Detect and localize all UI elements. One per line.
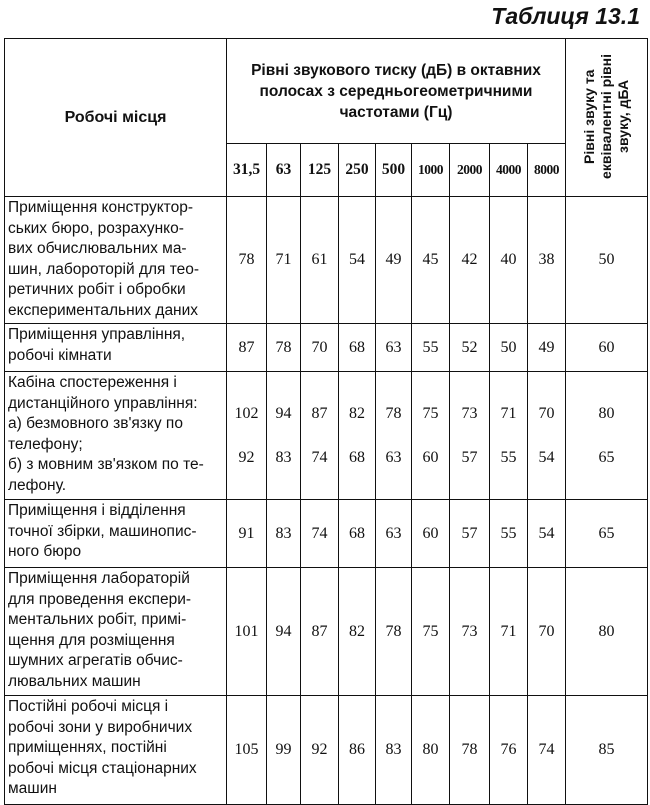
workplace-cell [5,372,227,500]
level-cell: 92 [301,696,339,805]
workplace-line: б) з мовним зв'язком по те- [8,456,204,473]
workplace-cell [5,568,227,696]
level-cell: 78 [376,568,412,696]
workplace-line: робочі кімнати [8,346,112,364]
level-cell [450,372,490,500]
level-value: 71 [500,404,517,422]
level-cell: 86 [339,696,376,805]
table-row [5,568,648,696]
level-cell: 57 [450,500,490,568]
level-cell [490,372,528,500]
table-row [5,696,648,805]
workplace-line: ментальних робіт, примі- [8,611,187,628]
level-value: 63 [385,448,402,466]
level-cell: 40 [490,197,528,324]
level-cell [339,372,376,500]
workplace-cell [5,197,227,324]
workplace-line: експериментальних даних [8,301,199,319]
workplace-line: шин, лабороторій для тео- [8,260,200,278]
level-value: 87 [311,404,328,422]
workplace-line: приміщеннях, постійні [8,739,167,756]
workplace-line: Кабіна спостереження і [8,374,177,391]
table-row [5,372,648,500]
workplace-cell [5,696,227,805]
level-cell: 71 [490,568,528,696]
level-value: 73 [461,404,478,422]
sound-levels-header-line: полосах з середньогеометричними [259,82,533,100]
workplace-line: ного бюро [8,543,82,560]
frequency-header: 2000 [450,144,490,197]
level-cell: 83 [376,696,412,805]
frequency-header: 500 [376,144,412,197]
workplace-line: дистанційного управління: [8,394,198,412]
level-value: 68 [349,448,365,466]
level-value: 78 [385,404,402,422]
level-cell: 87 [301,568,339,696]
level-value: 54 [538,448,555,466]
level-cell: 70 [528,568,566,696]
workplace-line: вих обчислювальних ма- [8,240,187,257]
workplace-cell [5,500,227,568]
level-value: 57 [461,448,478,466]
dba-header [566,39,648,197]
workplace-line: точної збірки, машинопис- [8,522,197,540]
dba-cell: 80 [566,568,648,696]
frequency-header: 4000 [490,144,528,197]
level-cell: 68 [339,324,376,372]
frequency-header: 63 [267,144,301,197]
level-cell: 71 [267,197,301,324]
workplace-line: щення для розміщення [8,631,175,649]
dba-cell: 50 [566,197,648,324]
level-cell [376,372,412,500]
level-cell: 99 [267,696,301,805]
level-cell: 75 [412,568,450,696]
level-cell: 50 [490,324,528,372]
workplace-cell [5,324,227,372]
dba-header-text [581,54,632,179]
dba-cell: 65 [566,500,648,568]
workplace-line: а) безмовного зв'язку по [8,415,183,432]
frequency-header: 31,5 [227,144,267,197]
header-row [5,39,648,144]
level-value: 102 [234,404,259,422]
sound-levels-header-line: Рівні звукового тиску (дБ) в октавних [251,61,541,79]
level-cell: 54 [339,197,376,324]
level-cell [301,372,339,500]
level-cell [412,372,450,500]
level-value: 70 [538,404,555,422]
level-cell: 78 [267,324,301,372]
dba-cell [566,372,648,500]
level-value: 74 [311,448,328,466]
sound-levels-header-line: частотами (Гц) [339,103,453,121]
frequency-header: 250 [339,144,376,197]
level-cell: 76 [490,696,528,805]
level-cell: 49 [528,324,566,372]
frequency-header: 8000 [528,144,566,197]
level-value: 92 [238,448,255,466]
workplace-line: для проведення експери- [8,590,192,608]
level-cell: 63 [376,324,412,372]
workplace-line: лефону. [8,476,67,494]
level-cell: 61 [301,197,339,324]
level-cell: 42 [450,197,490,324]
level-cell [227,372,267,500]
workplaces-header: Робочі місця [5,39,227,197]
level-cell: 78 [227,197,267,324]
dba-value: 65 [598,448,615,466]
level-cell: 49 [376,197,412,324]
table-caption: Таблиця 13.1 [491,3,640,29]
dba-value: 80 [598,404,615,422]
dba-cell: 85 [566,696,648,805]
level-cell [267,372,301,500]
sound-levels-header [227,39,566,144]
level-cell: 45 [412,197,450,324]
level-cell: 87 [227,324,267,372]
level-cell: 70 [301,324,339,372]
level-value: 75 [422,404,439,422]
level-cell [528,372,566,500]
level-cell: 38 [528,197,566,324]
level-value: 55 [500,448,517,466]
dba-header-line: еквівалентні рівні [598,53,614,179]
noise-levels-table [4,38,648,805]
dba-header-line: Рівні звуку та [581,68,597,164]
workplace-line: ретичних робіт і обробки [8,281,186,298]
frequency-header: 1000 [412,144,450,197]
workplace-line: Приміщення управління, [8,326,186,343]
level-cell: 60 [412,500,450,568]
level-value: 60 [422,448,439,466]
level-cell: 63 [376,500,412,568]
level-cell: 91 [227,500,267,568]
level-cell: 80 [412,696,450,805]
table-row [5,500,648,568]
workplace-line: Приміщення лабораторій [8,570,190,587]
level-value: 82 [349,404,365,422]
workplace-line: Приміщення конструктор- [8,199,194,216]
level-cell: 83 [267,500,301,568]
workplace-line: робочі місця стаціонарних [8,759,197,777]
dba-header-line: звуку, дБА [615,79,631,153]
level-value: 94 [275,404,292,422]
table-row [5,197,648,324]
workplace-line: шумних агрегатів обчис- [8,652,183,669]
workplace-line: ських бюро, розрахунко- [8,219,184,237]
frequency-header: 125 [301,144,339,197]
level-cell: 74 [301,500,339,568]
table-row [5,324,648,372]
workplace-line: Постійні робочі місця і [8,698,169,715]
workplace-line: Приміщення і відділення [8,502,186,519]
level-cell: 101 [227,568,267,696]
workplace-line: робочі зони у виробничих [8,718,193,736]
level-cell: 52 [450,324,490,372]
level-cell: 68 [339,500,376,568]
level-cell: 82 [339,568,376,696]
level-cell: 105 [227,696,267,805]
level-cell: 54 [528,500,566,568]
level-cell: 74 [528,696,566,805]
workplace-line: машин [8,780,57,797]
level-cell: 73 [450,568,490,696]
level-cell: 55 [412,324,450,372]
level-cell: 94 [267,568,301,696]
level-cell: 78 [450,696,490,805]
level-cell: 55 [490,500,528,568]
dba-cell: 60 [566,324,648,372]
workplace-line: лювальних машин [8,672,141,690]
workplace-line: телефону; [8,435,83,453]
level-value: 83 [275,448,292,466]
